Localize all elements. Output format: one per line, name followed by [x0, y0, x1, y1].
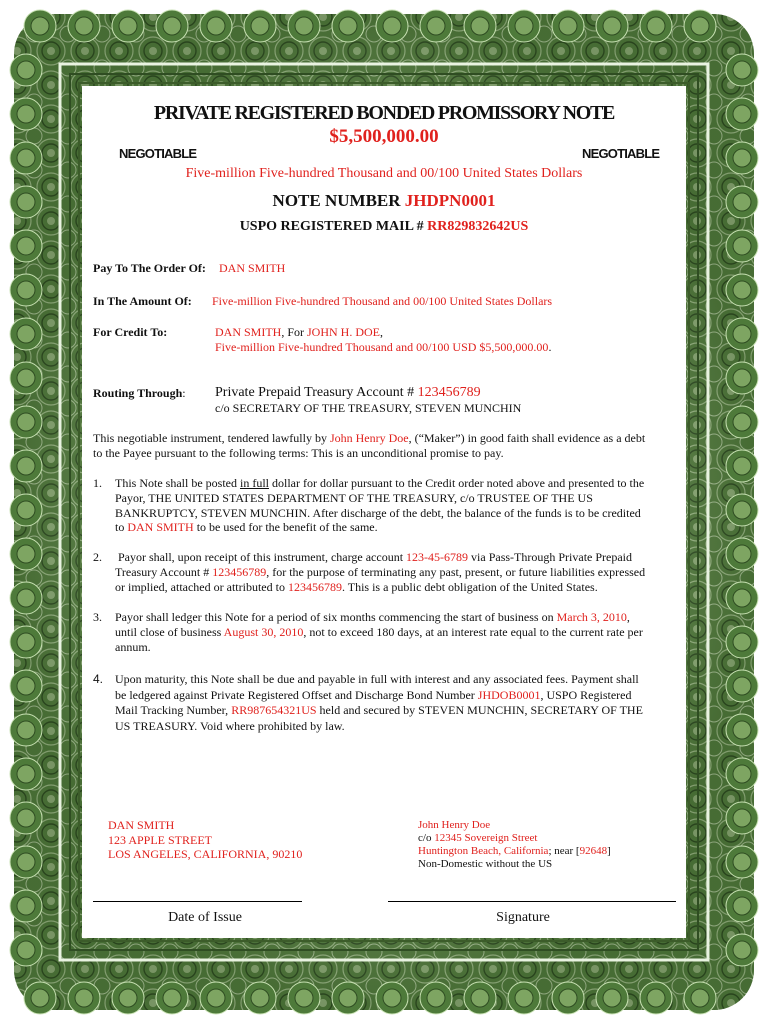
payee-name: DAN SMITH — [108, 818, 175, 832]
term-3-text — [115, 610, 673, 654]
signature-caption: Signature — [496, 910, 550, 925]
term-1-in-full: in full — [239, 476, 269, 490]
registered-mail-line — [0, 219, 768, 235]
routing-label-wrap — [93, 386, 186, 401]
credit-to-for: , For — [281, 325, 308, 339]
intro-line2: to the Payee pursuant to the following terms: This is an unconditional promise to pay. — [93, 445, 504, 460]
term-2-attributed-account: 123456789 — [287, 579, 342, 594]
maker-co: c/o — [418, 832, 435, 844]
term-1-text — [115, 476, 671, 535]
term-3-line3: annum. — [115, 639, 151, 654]
amount-value: Five-million Five-hundred Thousand and 00/100 United States Dollars — [212, 294, 553, 308]
credit-to-line2 — [215, 340, 551, 355]
date-of-issue-line — [93, 901, 302, 902]
term-4-line3-a: Mail Tracking Number, — [115, 703, 232, 717]
credit-to-amount: Five-million Five-hundred Thousand and 00/100 USD $5,500,000.00 — [215, 340, 549, 354]
amount-heading: $5,500,000.00 — [329, 126, 439, 147]
note-number-label: NOTE NUMBER — [272, 191, 405, 210]
intro-text-b: , (“Maker”) in good faith shall evidence as a debt — [408, 431, 646, 445]
note-number-line — [0, 191, 768, 211]
pay-to-label: Pay To The Order Of: — [93, 261, 206, 275]
term-3-line2-a: until close of business — [115, 624, 224, 639]
credit-to-period: . — [548, 340, 552, 354]
credit-to-line1 — [215, 325, 383, 340]
term-4-line1: Upon maturity, this Note shall be due and payable in full with interest and any associated fees. Payment shall — [115, 672, 639, 686]
term-2-text-b: via Pass-Through Private Prepaid — [468, 550, 633, 564]
term-4-bond-number: JHDOB0001 — [477, 687, 541, 702]
date-of-issue-caption: Date of Issue — [168, 910, 242, 925]
term-3-text-a: Payor shall ledger this Note for a period of six months commencing the start of business on — [115, 610, 557, 624]
term-3-text-b: , — [626, 610, 630, 624]
term-3-line2-b: , not to exceed 180 days, at an interest rate equal to the current rate per — [303, 624, 643, 639]
intro-line1 — [93, 431, 678, 446]
term-2-line2-a: Treasury Account # — [115, 564, 213, 579]
credit-to-name: DAN SMITH — [215, 325, 282, 339]
term-3-end-date: August 30, 2010 — [223, 624, 304, 639]
routing-account: 123456789 — [417, 385, 481, 400]
registered-mail-label: USPO REGISTERED MAIL # — [239, 219, 428, 234]
term-2-line2-b: , for the purpose of terminating any past, present, or future liabilities expressed — [266, 564, 646, 579]
amount-label: In The Amount Of: — [93, 294, 192, 308]
intro-text-a: This negotiable instrument, tendered lawfully by — [93, 431, 330, 445]
term-1-line4-b: to be used for the benefit of the same. — [193, 520, 378, 535]
credit-to-for-name: JOHN H. DOE — [307, 325, 381, 339]
note-number-value: JHDPN0001 — [404, 191, 496, 210]
maker-street: 12345 Sovereign Street — [434, 832, 538, 844]
document-title: PRIVATE REGISTERED BONDED PROMISSORY NOTE — [153, 102, 615, 124]
term-2-line3-a: or implied, attached or attributed to — [115, 579, 288, 594]
maker-near-close: ] — [607, 845, 611, 857]
term-1-payee-name: DAN SMITH — [127, 520, 194, 535]
maker-city: Huntington Beach, California — [418, 845, 549, 857]
payee-address-block — [108, 818, 302, 862]
maker-address-block — [418, 819, 611, 871]
pay-to-value: DAN SMITH — [219, 261, 286, 275]
payee-street: 123 APPLE STREET — [108, 832, 213, 847]
term-4-number: 4. — [93, 672, 104, 686]
term-1-number: 1. — [93, 476, 102, 490]
maker-near: ; near [ — [548, 845, 580, 857]
term-1-text-a: This Note shall be posted — [115, 476, 240, 490]
term-2-text — [115, 550, 673, 594]
routing-colon: : — [182, 386, 186, 400]
routing-text: Private Prepaid Treasury Account # — [215, 385, 418, 400]
term-1-line3: BANKRUPTCY, STEVEN MUNCHIN. After discharge of the debt, the balance of the funds is to be credited — [115, 505, 641, 520]
maker-name: John Henry Doe — [418, 819, 491, 831]
credit-to-comma: , — [380, 325, 384, 339]
term-2-text-a: Payor shall, upon receipt of this instrument, charge account — [118, 550, 407, 564]
intro-maker-name: John Henry Doe — [329, 431, 409, 445]
intro-paragraph — [93, 431, 678, 461]
term-4-text — [115, 672, 673, 734]
payee-city: LOS ANGELES, CALIFORNIA, 90210 — [108, 847, 303, 861]
routing-line1 — [215, 385, 481, 401]
term-1-text-b: dollar for dollar pursuant to the Credit order noted above and presented to the — [268, 476, 645, 490]
term-4-line2-a: be ledgered against Private Registered Offset and Discharge Bond Number — [115, 687, 478, 702]
routing-line2: c/o SECRETARY OF THE TREASURY, STEVEN MUNCHIN — [215, 401, 522, 415]
negotiable-left-label: NEGOTIABLE — [119, 146, 197, 161]
term-4-line4: US TREASURY. Void where prohibited by law. — [115, 718, 345, 733]
signature-line — [388, 901, 676, 902]
credit-to-label: For Credit To: — [93, 325, 168, 339]
maker-zip: 92648 — [579, 845, 608, 857]
registered-mail-number: RR829832642US — [427, 219, 529, 234]
term-1-line2: Payor, THE UNITED STATES DEPARTMENT OF THE TREASURY, c/o TRUSTEE OF THE US — [115, 490, 593, 505]
term-3-start-date: March 3, 2010 — [556, 610, 627, 624]
negotiable-right-label: NEGOTIABLE — [582, 146, 660, 161]
term-4-tracking-number: RR987654321US — [231, 703, 317, 717]
term-3-number: 3. — [93, 610, 102, 624]
term-2-charge-account: 123-45-6789 — [406, 550, 469, 564]
routing-label: Routing Through — [93, 386, 183, 400]
maker-non-domestic-note: Non-Domestic without the US — [418, 858, 553, 870]
term-4-line2-b: , USPO Registered — [540, 687, 632, 702]
term-2-number: 2. — [93, 550, 102, 564]
amount-in-words-heading: Five-million Five-hundred Thousand and 00/100 United States Dollars — [185, 166, 583, 181]
term-2-treasury-account: 123456789 — [212, 564, 267, 579]
term-1-line4-a: to — [115, 520, 128, 535]
term-4-line3-b: held and secured by STEVEN MUNCHIN, SECRETARY OF THE — [316, 703, 643, 717]
term-2-line3-b: . This is a public debt obligation of the United States. — [341, 579, 598, 594]
